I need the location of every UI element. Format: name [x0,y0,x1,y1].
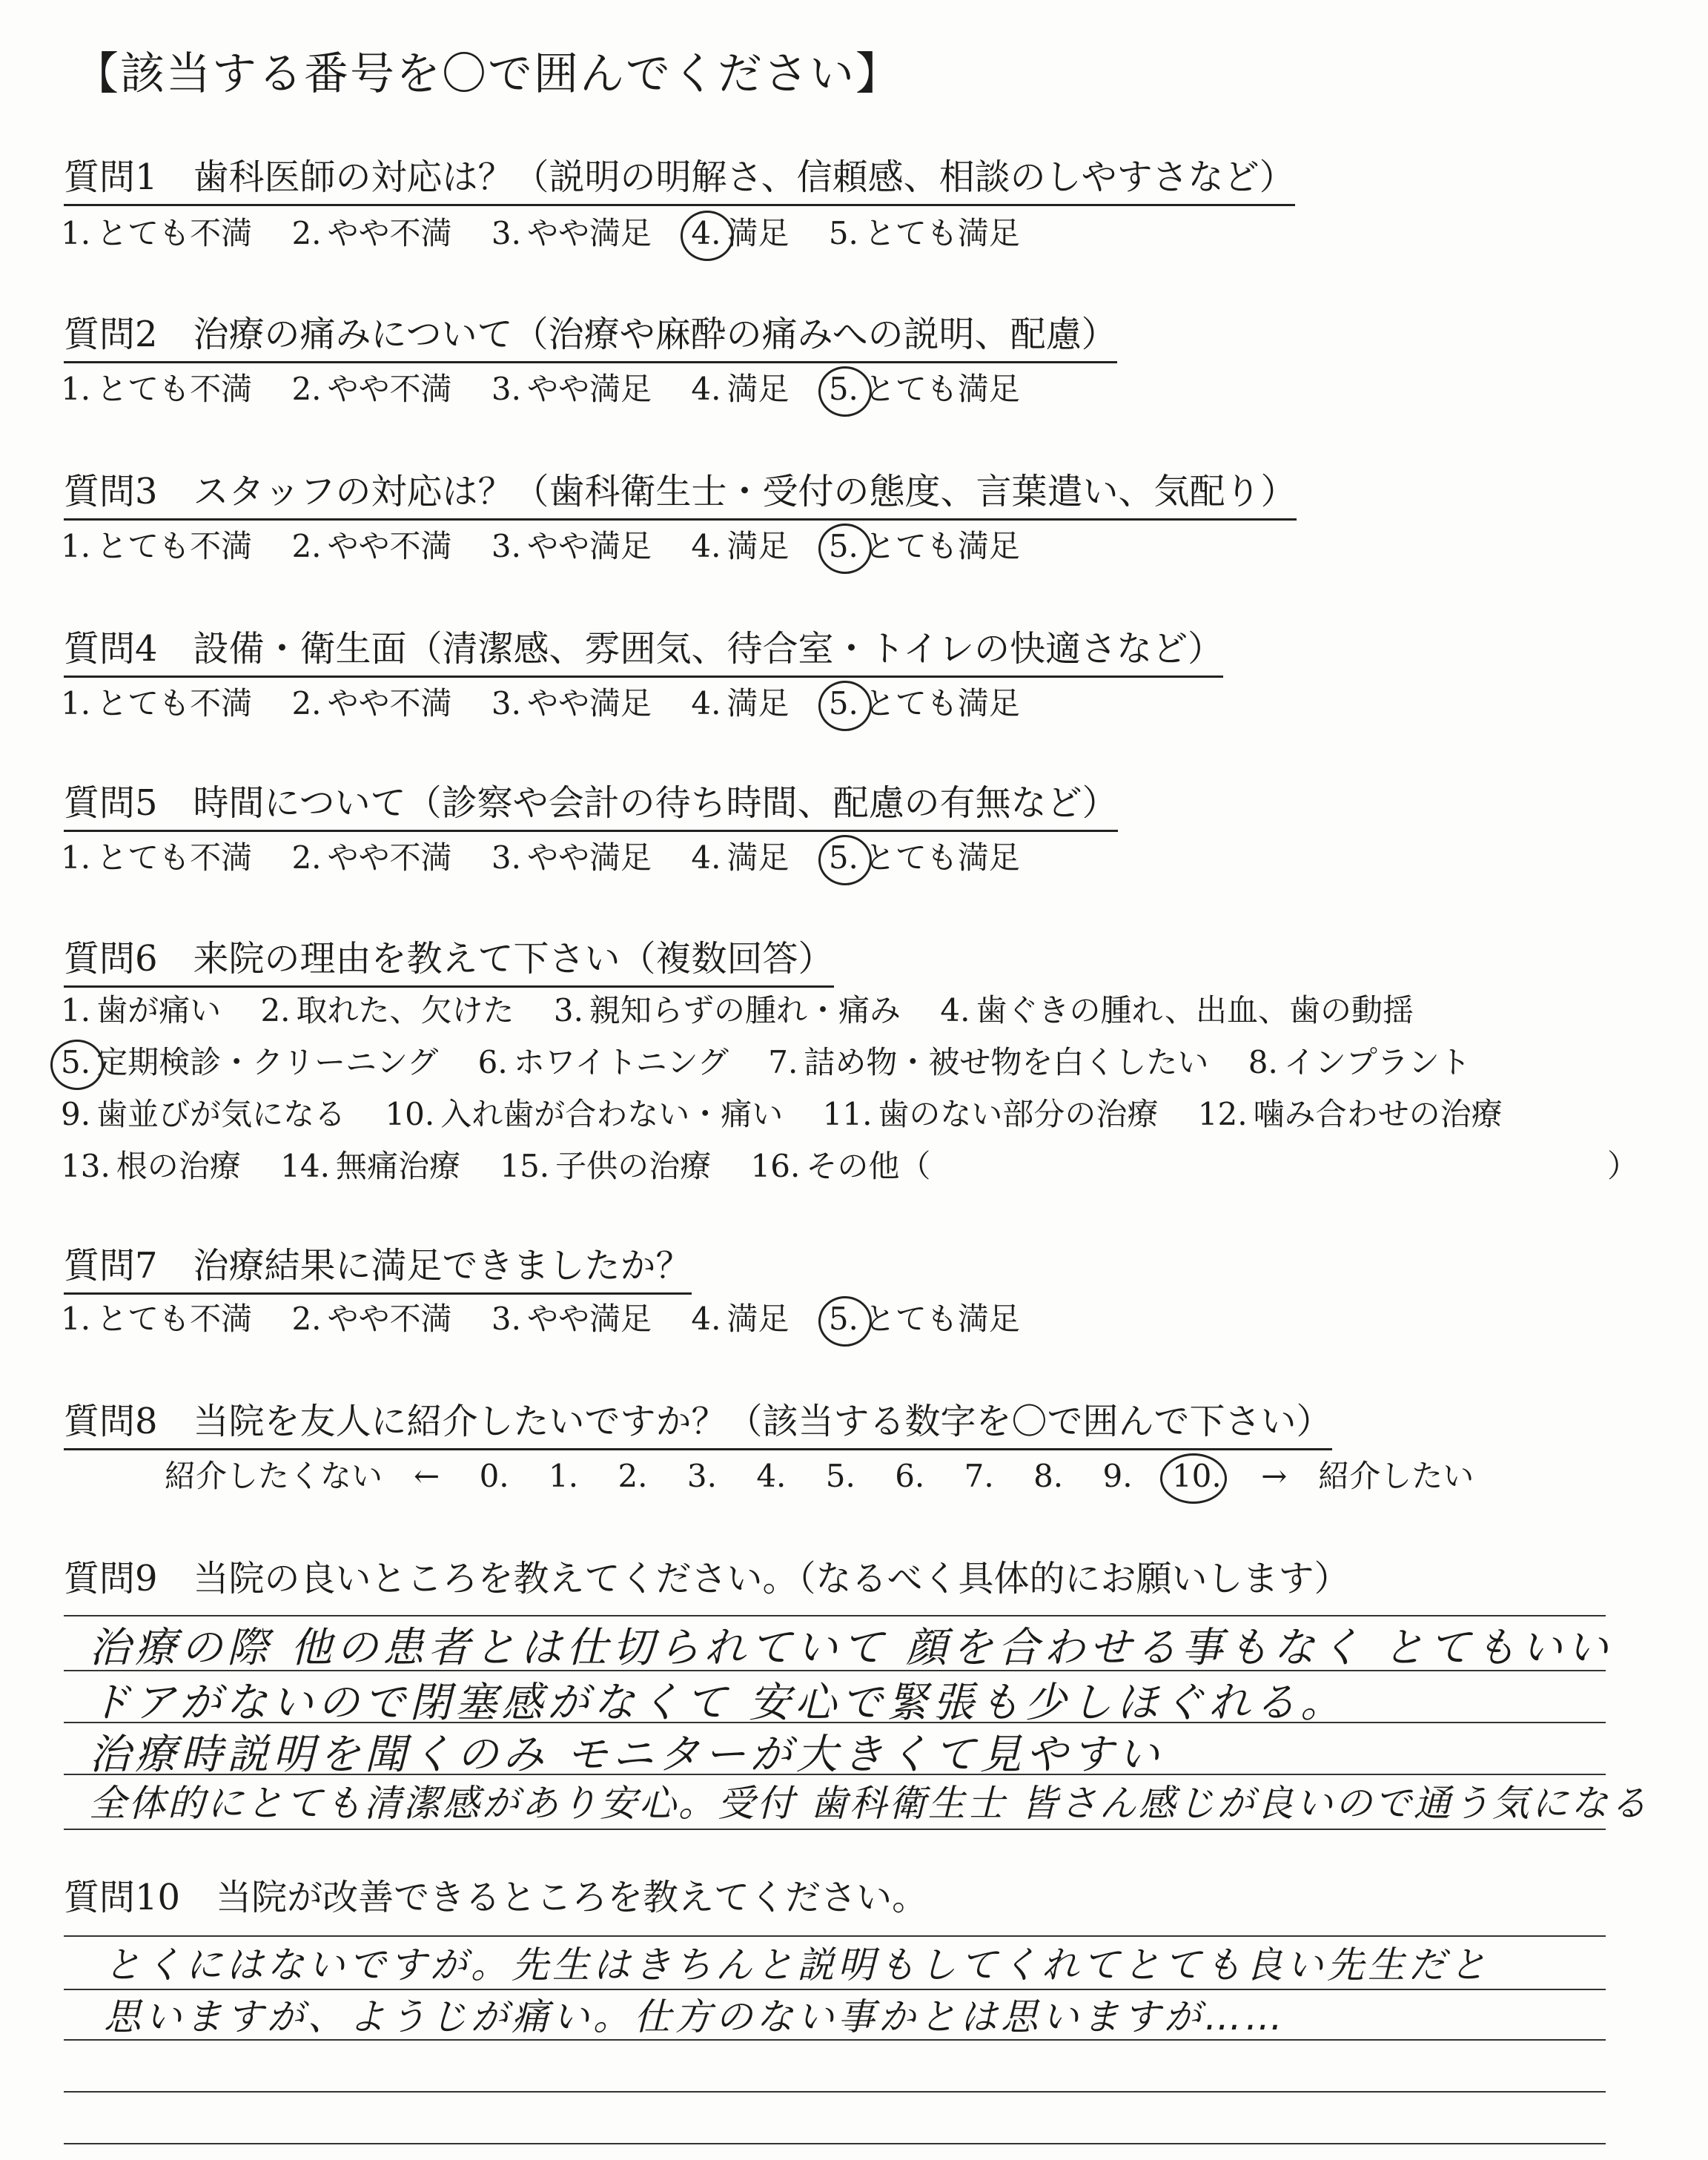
q7-option-3[interactable]: 3. やや満足 [491,1301,652,1337]
question-4-title: 質問4 設備・衛生面（清潔感、雰囲気、待合室・トイレの快適さなど） [64,620,1223,678]
q5-option-2[interactable]: 2. やや不満 [291,839,452,876]
q8-option-10[interactable]: 10. [1171,1458,1222,1494]
question-8-title: 質問8 当院を友人に紹介したいですか？（該当する数字を〇で囲んで下さい） [64,1393,1332,1450]
q8-option-0[interactable]: 0. [479,1458,509,1494]
circle-mark: 5. [828,528,858,564]
q6-row-2 [61,1038,1500,1083]
answer-line [64,2091,1606,2093]
q1-option-2[interactable]: 2. やや不満 [291,215,452,251]
q8-option-9[interactable]: 9. [1102,1458,1133,1494]
q2-option-1[interactable]: 1. とても不満 [61,371,253,407]
question-4-options [61,679,1050,724]
q4-option-4[interactable]: 4. 満足 [691,685,790,721]
q10-answer-line-1: とくにはないですが。先生はきちんと説明もしてくれてとても良い先生だと [104,1943,1490,1986]
circle-mark: 5. [828,839,858,876]
q7-option-5[interactable]: 5. とても満足 [828,1301,1020,1337]
q6-option-15[interactable]: 15. 子供の治療 [500,1148,712,1184]
q8-left-label: 紹介したくない ← [165,1458,440,1494]
q5-option-4[interactable]: 4. 満足 [691,839,790,876]
q6-other-close-paren: ） [1607,1148,1639,1184]
q6-option-8[interactable]: 8. インプラント [1248,1044,1471,1080]
q6-row-1 [61,986,1443,1031]
q7-option-1[interactable]: 1. とても不満 [61,1301,253,1337]
q8-option-1[interactable]: 1. [549,1458,579,1494]
q8-option-5[interactable]: 5. [825,1458,855,1494]
q1-option-1[interactable]: 1. とても不満 [61,215,253,251]
q2-option-5[interactable]: 5. とても満足 [828,371,1020,407]
q8-option-7[interactable]: 7. [964,1458,994,1494]
q3-option-2[interactable]: 2. やや不満 [291,528,452,564]
q6-option-4[interactable]: 4. 歯ぐきの腫れ、出血、歯の動揺 [940,992,1414,1028]
q6-option-16[interactable]: 16. その他（ [750,1148,931,1184]
circle-mark: 5. [828,1301,858,1337]
q5-option-3[interactable]: 3. やや満足 [491,839,652,876]
question-6-title: 質問6 来院の理由を教えて下さい（複数回答） [64,930,834,988]
question-5-title: 質問5 時間について（診察や会計の待ち時間、配慮の有無など） [64,774,1118,832]
question-7-title: 質問7 治療結果に満足できましたか？ [64,1237,692,1295]
question-1-options [61,209,1050,254]
circle-mark: 5. [61,1044,91,1080]
circle-mark: 5. [828,371,858,407]
q2-option-4[interactable]: 4. 満足 [691,371,790,407]
q7-option-4[interactable]: 4. 満足 [691,1301,790,1337]
q6-option-14[interactable]: 14. 無痛治療 [280,1148,460,1184]
q2-option-2[interactable]: 2. やや不満 [291,371,452,407]
question-3-options [61,522,1050,567]
question-10-title: 質問10 当院が改善できるところを教えてください。 [64,1877,928,1918]
q5-option-1[interactable]: 1. とても不満 [61,839,253,876]
q6-option-2[interactable]: 2. 取れた、欠けた [260,992,514,1028]
q3-option-1[interactable]: 1. とても不満 [61,528,253,564]
question-7-options [61,1295,1050,1339]
q6-option-5[interactable]: 5. 定期検診・クリーニング [61,1044,439,1080]
q6-option-1[interactable]: 1. 歯が痛い [61,992,222,1028]
circle-mark: 5. [828,685,858,721]
circle-mark: 4. [691,215,721,251]
q6-option-6[interactable]: 6. ホワイトニング [477,1044,729,1080]
q9-answer-line-2: ドアがないので閉塞感がなくて 安心で緊張も少しほぐれる。 [89,1679,1347,1727]
q6-row-3 [61,1090,1532,1135]
q1-option-4[interactable]: 4. 満足 [691,215,790,251]
q8-option-3[interactable]: 3. [686,1458,717,1494]
question-1-title: 質問1 歯科医師の対応は？（説明の明解さ、信頼感、相談のしやすさなど） [64,148,1295,206]
answer-line [64,2039,1606,2041]
question-2-options [61,365,1050,409]
question-3-title: 質問3 スタッフの対応は？（歯科衛生士・受付の態度、言葉遣い、気配り） [64,463,1297,521]
question-9-title: 質問9 当院の良いところを教えてください。（なるべく具体的にお願いします） [64,1558,1350,1599]
q6-option-3[interactable]: 3. 親知らずの腫れ・痛み [553,992,901,1028]
q8-option-8[interactable]: 8. [1033,1458,1064,1494]
q10-answer-line-2: 思いますが、ようじが痛い。仕方のない事かとは思いますが…… [104,1995,1286,2038]
answer-line [64,1829,1606,1830]
q9-answer-line-1: 治療の際 他の患者とは仕切られていて 顔を合わせる事もなく とてもいい [89,1624,1613,1672]
q1-option-5[interactable]: 5. とても満足 [828,215,1020,251]
q8-option-2[interactable]: 2. [618,1458,648,1494]
q3-option-3[interactable]: 3. やや満足 [491,528,652,564]
q6-option-10[interactable]: 10. 入れ歯が合わない・痛い [385,1096,784,1132]
q6-row-4 [61,1142,960,1186]
q3-option-4[interactable]: 4. 満足 [691,528,790,564]
answer-line [64,2143,1606,2144]
question-5-options [61,833,1050,878]
q3-option-5[interactable]: 5. とても満足 [828,528,1020,564]
q6-option-13[interactable]: 13. 根の治療 [61,1148,241,1184]
q4-option-2[interactable]: 2. やや不満 [291,685,452,721]
question-8-scale [165,1452,1503,1496]
q2-option-3[interactable]: 3. やや満足 [491,371,652,407]
q8-option-4[interactable]: 4. [756,1458,787,1494]
q1-option-3[interactable]: 3. やや満足 [491,215,652,251]
q8-option-6[interactable]: 6. [895,1458,925,1494]
q6-option-9[interactable]: 9. 歯並びが気になる [61,1096,346,1132]
q4-option-3[interactable]: 3. やや満足 [491,685,652,721]
q4-option-5[interactable]: 5. とても満足 [828,685,1020,721]
q6-option-12[interactable]: 12. 噛み合わせの治療 [1197,1096,1503,1132]
q6-option-7[interactable]: 7. 詰め物・被せ物を白くしたい [768,1044,1209,1080]
question-2-title: 質問2 治療の痛みについて（治療や麻酔の痛みへの説明、配慮） [64,305,1117,363]
form-header: 【該当する番号を〇で囲んでください】 [74,48,901,100]
q8-right-label: → 紹介したい [1261,1458,1474,1494]
q9-answer-line-3: 治療時説明を聞くのみ モニターが大きくて見やすい [89,1731,1164,1779]
q6-option-11[interactable]: 11. 歯のない部分の治療 [822,1096,1159,1132]
q4-option-1[interactable]: 1. とても不満 [61,685,253,721]
q9-answer-line-4: 全体的にとても清潔感があり安心。受付 歯科衛生士 皆さん感じが良いので通う気になる [89,1782,1649,1825]
q7-option-2[interactable]: 2. やや不満 [291,1301,452,1337]
q5-option-5[interactable]: 5. とても満足 [828,839,1020,876]
